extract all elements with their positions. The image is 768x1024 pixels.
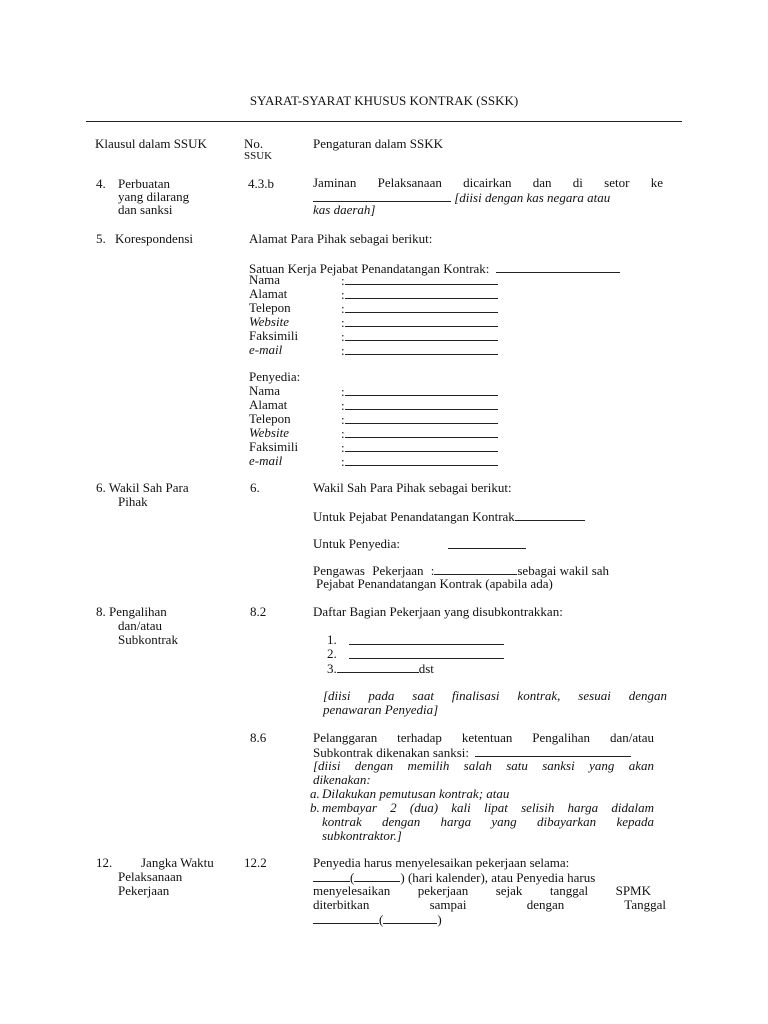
s5b-nama-row <box>341 384 498 399</box>
s5b-faksimili-blank[interactable] <box>345 440 498 452</box>
header-no: No. <box>244 136 264 151</box>
s5a-website-row <box>341 315 498 330</box>
s8-item-3-blank[interactable] <box>337 661 419 673</box>
s5a-telepon-row <box>341 301 498 316</box>
s8-n-2: dikenakan: <box>313 772 371 787</box>
s5a-nama-label: Nama <box>249 272 281 287</box>
s6-no: 6. <box>250 480 260 495</box>
s5a-nama-row <box>341 273 498 288</box>
colon: : <box>341 412 345 427</box>
s4-label-1: Perbuatan <box>118 176 170 191</box>
paren-open: ( <box>379 912 384 927</box>
s6-pengawas-label: Pengawas Pekerjaan : <box>313 563 435 578</box>
s5-label: Korespondensi <box>115 231 193 246</box>
s5a-telepon-label: Telepon <box>249 300 291 315</box>
s6-pengawas-suffix: sebagai wakil sah <box>517 563 610 578</box>
s5-penyedia-label: Penyedia: <box>249 369 301 384</box>
paren-open: ( <box>350 870 355 885</box>
s5b-alamat-label: Alamat <box>249 397 288 412</box>
s5a-website-label: Website <box>249 314 289 329</box>
s4-blank[interactable] <box>313 190 451 202</box>
s8-item-1-num: 1. <box>327 632 337 647</box>
s5-satker-blank[interactable] <box>496 261 620 273</box>
s6-penyedia-row <box>448 537 526 552</box>
s5b-email-blank[interactable] <box>345 454 498 466</box>
s12-t-5-row <box>313 912 442 927</box>
s12-no: 12.2 <box>244 855 267 870</box>
colon: : <box>341 287 345 302</box>
colon: : <box>341 454 345 469</box>
s4-label-3: dan sanksi <box>118 202 173 217</box>
s5b-nama-label: Nama <box>249 383 281 398</box>
s5a-alamat-blank[interactable] <box>345 287 498 299</box>
s8-b-2: kontrak dengan harga yang dibayarkan kepada <box>322 814 654 829</box>
s12-num: 12. <box>96 855 113 870</box>
s5b-website-row <box>341 426 498 441</box>
colon: : <box>341 329 345 344</box>
s5-satker-label: Satuan Kerja Pejabat Penandatangan Kontrak: <box>249 261 490 276</box>
s8-item-3-row <box>327 661 434 676</box>
s6-penyedia-blank[interactable] <box>448 537 526 549</box>
s5b-telepon-blank[interactable] <box>345 412 498 424</box>
s8-no-2: 8.6 <box>250 730 267 745</box>
colon: : <box>341 384 345 399</box>
colon: : <box>341 315 345 330</box>
s8-sanksi-blank[interactable] <box>475 745 631 757</box>
s12-label-3: Pekerjaan <box>118 883 170 898</box>
s5b-faksimili-row <box>341 440 498 455</box>
s12-tanggal-blank[interactable] <box>313 912 379 924</box>
s6-label-2: Pihak <box>118 494 148 509</box>
s5b-alamat-row <box>341 398 498 413</box>
s5b-faksimili-label: Faksimili <box>249 439 299 454</box>
colon: : <box>341 301 345 316</box>
s5a-email-blank[interactable] <box>345 343 498 355</box>
s8-item-3-dst: dst <box>418 661 434 676</box>
s8-no-1: 8.2 <box>250 604 267 619</box>
s8-b-3: subkontraktor.] <box>322 828 402 843</box>
s6-ppk-blank[interactable] <box>515 509 585 521</box>
s8-n-1: [diisi dengan memilih salah satu sanksi yang akan <box>313 758 654 773</box>
s8-item-1-row <box>349 633 504 648</box>
s12-durasi-blank[interactable] <box>313 870 350 882</box>
s4-num: 4. <box>96 176 106 191</box>
s4-text: Jaminan Pelaksanaan dicairkan dan di setor ke <box>313 175 663 190</box>
s5a-website-blank[interactable] <box>345 315 498 327</box>
s8-item-1-blank[interactable] <box>349 633 504 645</box>
s5a-email-row <box>341 343 498 358</box>
paren-close: ) <box>400 870 405 885</box>
s8-item-2-blank[interactable] <box>349 647 504 659</box>
header-pengaturan: Pengaturan dalam SSKK <box>313 136 443 151</box>
s5b-website-blank[interactable] <box>345 426 498 438</box>
s6-ppk-row <box>313 509 585 524</box>
s6-penyedia-label: Untuk Penyedia: <box>313 536 401 551</box>
s8-label-3: Subkontrak <box>118 632 178 647</box>
s4-note-1: [diisi dengan kas negara atau <box>454 190 611 205</box>
s5a-faksimili-row <box>341 329 498 344</box>
s5b-email-label: e-mail <box>249 453 283 468</box>
s5a-email-label: e-mail <box>249 342 283 357</box>
s8-b-mark: b. <box>310 800 320 815</box>
s5b-website-label: Website <box>249 425 289 440</box>
s5b-nama-blank[interactable] <box>345 384 498 396</box>
s5a-faksimili-label: Faksimili <box>249 328 299 343</box>
s5b-alamat-blank[interactable] <box>345 398 498 410</box>
s5a-alamat-row <box>341 287 498 302</box>
s8-label-2: dan/atau <box>118 618 163 633</box>
colon: : <box>341 273 345 288</box>
s5-num: 5. <box>96 231 106 246</box>
s8-note-1: [diisi pada saat finalisasi kontrak, sesuai dengan <box>323 688 667 703</box>
s5b-telepon-row <box>341 412 498 427</box>
s12-tanggal-words-blank[interactable] <box>383 912 437 924</box>
s12-label-2: Pelaksanaan <box>118 869 183 884</box>
s6-intro: Wakil Sah Para Pihak sebagai berikut: <box>313 480 512 495</box>
s6-pengawas-2: Pejabat Penandatangan Kontrak (apabila ada) <box>316 576 553 591</box>
s4-no: 4.3.b <box>248 176 274 191</box>
s5a-alamat-label: Alamat <box>249 286 288 301</box>
paren-close: ) <box>437 912 442 927</box>
colon: : <box>341 426 345 441</box>
s8-b-1: membayar 2 (dua) kali lipat selisih harga didalam <box>322 800 654 815</box>
s8-p-2-label: Subkontrak dikenakan sanksi: <box>313 745 469 760</box>
s5a-nama-blank[interactable] <box>345 273 498 285</box>
title-rule <box>86 121 682 122</box>
colon: : <box>341 398 345 413</box>
s8-item-2-num: 2. <box>327 646 337 661</box>
s5a-telepon-blank[interactable] <box>345 301 498 313</box>
s8-item-3-num: 3. <box>327 661 337 676</box>
s5a-faksimili-blank[interactable] <box>345 329 498 341</box>
header-ssuk: SSUK <box>244 150 273 162</box>
s8-text-1: Daftar Bagian Pekerjaan yang disubkontrakkan: <box>313 604 563 619</box>
s12-t-2-text: (hari kalender), atau Penyedia harus <box>407 870 596 885</box>
s8-label-1: 8. Pengalihan <box>96 604 167 619</box>
s5b-telepon-label: Telepon <box>249 411 291 426</box>
s6-pengawas-blank[interactable] <box>434 563 517 575</box>
s8-item-2-row <box>349 647 504 662</box>
s8-note-2: penawaran Penyedia] <box>323 702 439 717</box>
s4-label-2: yang dilarang <box>118 189 190 204</box>
s12-t-3: menyelesaikan pekerjaan sejak tanggal SPMK <box>313 883 651 898</box>
s5-intro: Alamat Para Pihak sebagai berikut: <box>249 231 433 246</box>
s6-label-1: 6. Wakil Sah Para <box>96 480 189 495</box>
s5b-email-row <box>341 454 498 469</box>
s12-t-1: Penyedia harus menyelesaikan pekerjaan selama: <box>313 855 570 870</box>
colon: : <box>341 343 345 358</box>
s8-p-1: Pelanggaran terhadap ketentuan Pengalihan dan/atau <box>313 730 654 745</box>
page-title: SYARAT-SYARAT KHUSUS KONTRAK (SSKK) <box>249 93 519 108</box>
s12-t-4: diterbitkan sampai dengan Tanggal <box>313 897 666 912</box>
s12-label-1: Jangka Waktu <box>141 855 214 870</box>
s8-a-mark: a. <box>310 786 320 801</box>
s4-note-2: kas daerah] <box>313 202 376 217</box>
colon: : <box>341 440 345 455</box>
s12-durasi-words-blank[interactable] <box>354 870 400 882</box>
s8-a-text: Dilakukan pemutusan kontrak; atau <box>322 786 510 801</box>
header-klausul: Klausul dalam SSUK <box>95 136 207 151</box>
s6-ppk-label: Untuk Pejabat Penandatangan Kontrak <box>313 509 515 524</box>
